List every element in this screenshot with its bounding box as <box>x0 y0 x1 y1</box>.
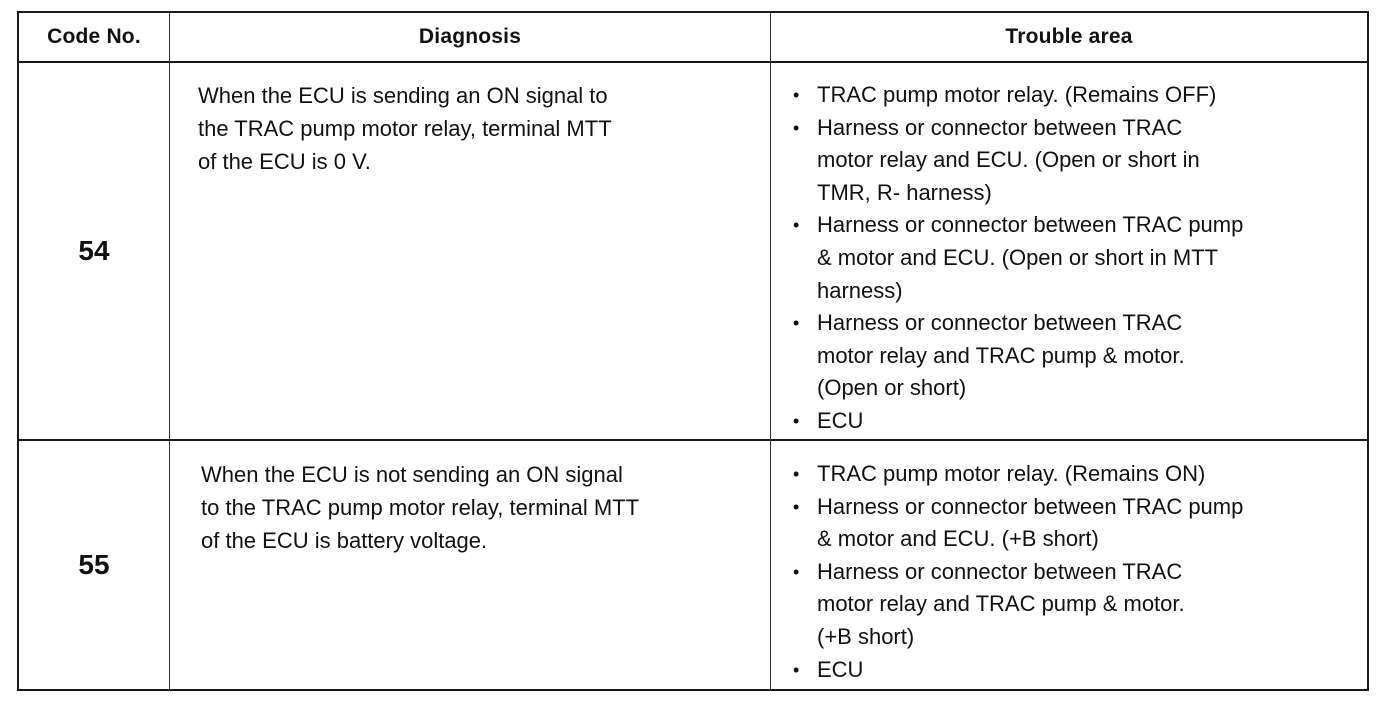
bullet-icon: • <box>793 117 800 138</box>
trouble-line: Harness or connector between TRAC <box>817 114 1183 140</box>
trouble-line: Harness or connector between TRAC <box>817 310 1183 336</box>
code-cell-55: 55 <box>19 441 170 689</box>
header-code-no: Code No. <box>19 13 170 63</box>
trouble-line: ECU <box>817 407 864 433</box>
trouble-area-cell-54 <box>771 63 1367 441</box>
trouble-line: motor relay and ECU. (Open or short in <box>817 147 1200 173</box>
trouble-line: motor relay and TRAC pump & motor. <box>817 591 1185 617</box>
trouble-line: TRAC pump motor relay. (Remains ON) <box>817 461 1206 486</box>
diagnostic-code-table <box>17 11 1369 691</box>
trouble-area-cell-55 <box>771 441 1367 689</box>
bullet-icon: • <box>793 659 800 680</box>
trouble-line: (Open or short) <box>817 375 967 401</box>
bullet-icon: • <box>793 313 800 334</box>
diagnosis-cell-55 <box>170 441 771 689</box>
diagnosis-line: of the ECU is battery voltage. <box>201 528 488 553</box>
trouble-line: & motor and ECU. (+B short) <box>817 526 1099 552</box>
diagnosis-line: to the TRAC pump motor relay, terminal MTT <box>201 495 640 520</box>
trouble-item <box>789 556 1359 654</box>
trouble-line: Harness or connector between TRAC <box>817 558 1183 584</box>
trouble-line: TMR, R- harness) <box>817 179 992 205</box>
header-trouble-area: Trouble area <box>771 13 1367 63</box>
trouble-line: harness) <box>817 277 903 303</box>
code-cell-54: 54 <box>19 63 170 441</box>
trouble-line: Harness or connector between TRAC pump <box>817 212 1244 238</box>
trouble-line: Harness or connector between TRAC pump <box>817 493 1244 519</box>
bullet-icon: • <box>793 464 800 484</box>
bullet-icon: • <box>793 496 800 517</box>
trouble-item <box>789 112 1359 210</box>
trouble-item <box>789 654 1359 687</box>
trouble-line: motor relay and TRAC pump & motor. <box>817 342 1185 368</box>
trouble-item <box>789 307 1359 405</box>
trouble-item <box>789 79 1359 112</box>
bullet-icon: • <box>793 561 800 582</box>
bullet-icon: • <box>793 85 800 105</box>
diagnosis-cell-54 <box>170 63 771 441</box>
diagnosis-line: the TRAC pump motor relay, terminal MTT <box>198 116 612 141</box>
trouble-line: (+B short) <box>817 623 915 649</box>
trouble-area-list <box>789 79 1359 438</box>
trouble-item <box>789 405 1359 438</box>
diagnosis-line: of the ECU is 0 V. <box>198 149 371 174</box>
diagnosis-line: When the ECU is sending an ON signal to <box>198 83 608 108</box>
trouble-line: & motor and ECU. (Open or short in MTT <box>817 244 1219 270</box>
bullet-icon: • <box>793 215 800 236</box>
trouble-item <box>789 458 1359 491</box>
trouble-line: ECU <box>817 656 864 682</box>
trouble-area-list <box>789 458 1359 686</box>
trouble-line: TRAC pump motor relay. (Remains OFF) <box>817 82 1217 107</box>
trouble-item <box>789 491 1359 556</box>
bullet-icon: • <box>793 410 800 431</box>
header-diagnosis: Diagnosis <box>170 13 771 63</box>
diagnosis-line: When the ECU is not sending an ON signal <box>201 462 623 487</box>
trouble-item <box>789 209 1359 307</box>
